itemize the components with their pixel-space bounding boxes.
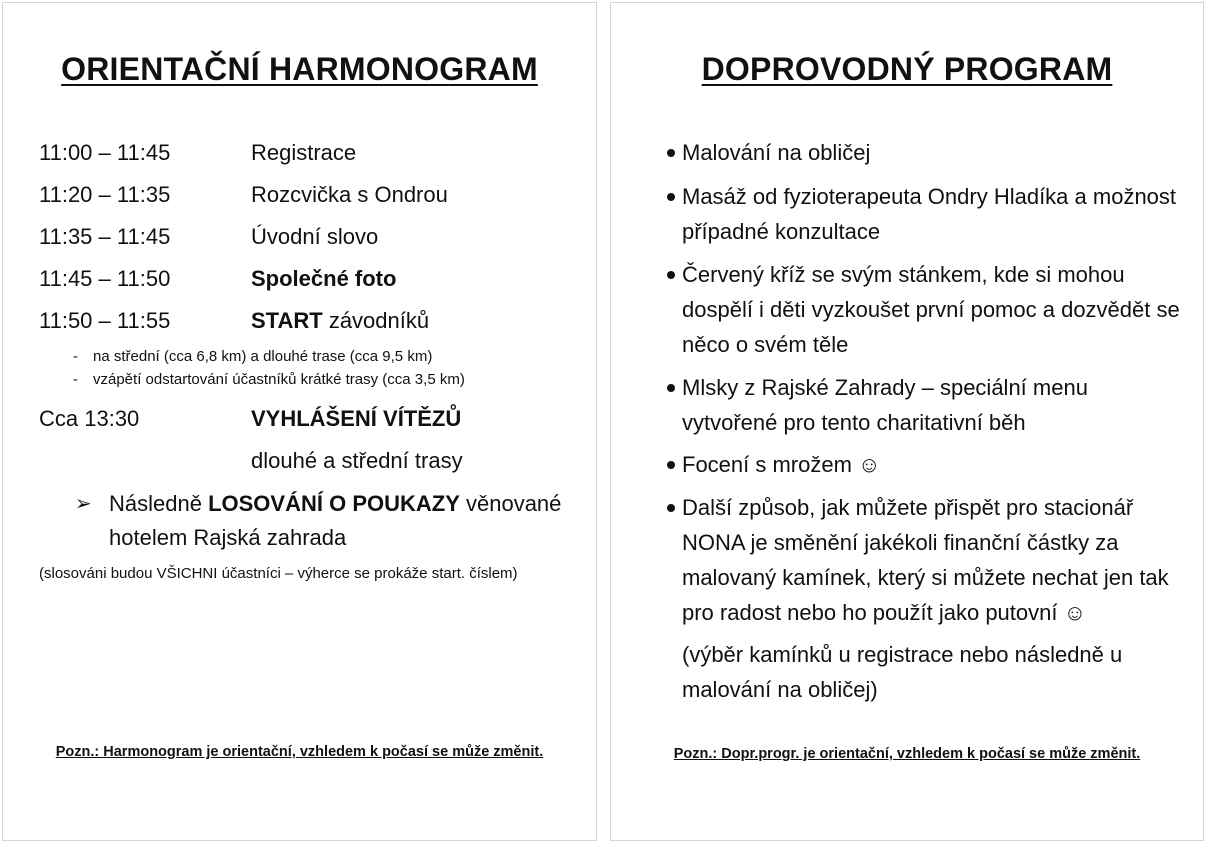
schedule-time: 11:35 – 11:45 [39,224,171,249]
schedule-time: 11:20 – 11:35 [39,182,171,207]
lottery-note: (slosováni budou VŠICHNI účastníci – výherce se prokáže start. číslem) [39,565,518,582]
schedule-event: Společné foto [251,266,397,291]
start-label: START [251,308,323,333]
program-title: DOPROVODNÝ PROGRAM [701,51,1113,87]
arrow-bullet-icon: ➢ [75,493,92,515]
schedule-event: Rozcvička s Ondrou [251,182,448,207]
schedule-footnote: Pozn.: Harmonogram je orientační, vzhledem k počasí se může změnit. [55,744,544,760]
list-item-text: Červený kříž se svým stánkem, kde si mohou dospělí i děti vyzkoušet první pomoc a dozvědět se něco o svém těle [682,262,1180,357]
lottery-prefix: Následně [109,491,209,516]
schedule-sub-item [73,347,432,367]
sub-item-text: vzápětí odstartování účastníků krátké trasy (cca 3,5 km) [93,371,465,388]
schedule-panel [2,2,597,841]
schedule-time: 11:00 – 11:45 [39,140,171,165]
lottery-text [109,487,579,555]
lottery-suffix: věnované hotelem Rajská zahrada [109,491,562,550]
list-item-text: Další způsob, jak můžete přispět pro stacionář NONA je směnění jakékoli finanční částky za malovaný kamínek, který si můžete nechat jen tak pro radost nebo ho použít jako putovní ☺ [682,495,1169,625]
schedule-title: ORIENTAČNÍ HARMONOGRAM [61,51,538,87]
program-panel [610,2,1204,841]
start-suffix: závodníků [322,308,430,333]
sub-item-text: na střední (cca 6,8 km) a dlouhé trase (cca 9,5 km) [93,348,433,365]
schedule-sub-item [73,370,465,390]
schedule-event: Registrace [251,140,357,165]
schedule-time: 11:45 – 11:50 [39,266,171,291]
list-item-text: Masáž od fyzioterapeuta Ondry Hladíka a možnost případné konzultace [682,184,1177,244]
dash-marker: - [73,348,78,365]
list-item-text: Focení s mrožem ☺ [682,452,881,477]
announcement-detail: dlouhé a střední trasy [251,448,463,473]
dash-marker: - [73,371,78,388]
lottery-bold: LOSOVÁNÍ O POUKAZY [208,491,460,516]
list-item-text: Mlsky z Rajské Zahrady – speciální menu vytvořené pro tento charitativní běh [682,375,1088,435]
stone-selection-note: (výběr kamínků u registrace nebo následně u malování na obličej) [682,642,1123,702]
list-item-text: Malování na obličej [682,140,871,165]
program-footnote: Pozn.: Dopr.progr. je orientační, vzhledem k počasí se může změnit. [673,746,1141,762]
announcement-time: Cca 13:30 [39,406,140,431]
schedule-event [251,306,429,336]
announcement-title: VYHLÁŠENÍ VÍTĚZŮ [251,406,462,431]
schedule-event: Úvodní slovo [251,224,379,249]
schedule-time: 11:50 – 11:55 [39,308,171,333]
